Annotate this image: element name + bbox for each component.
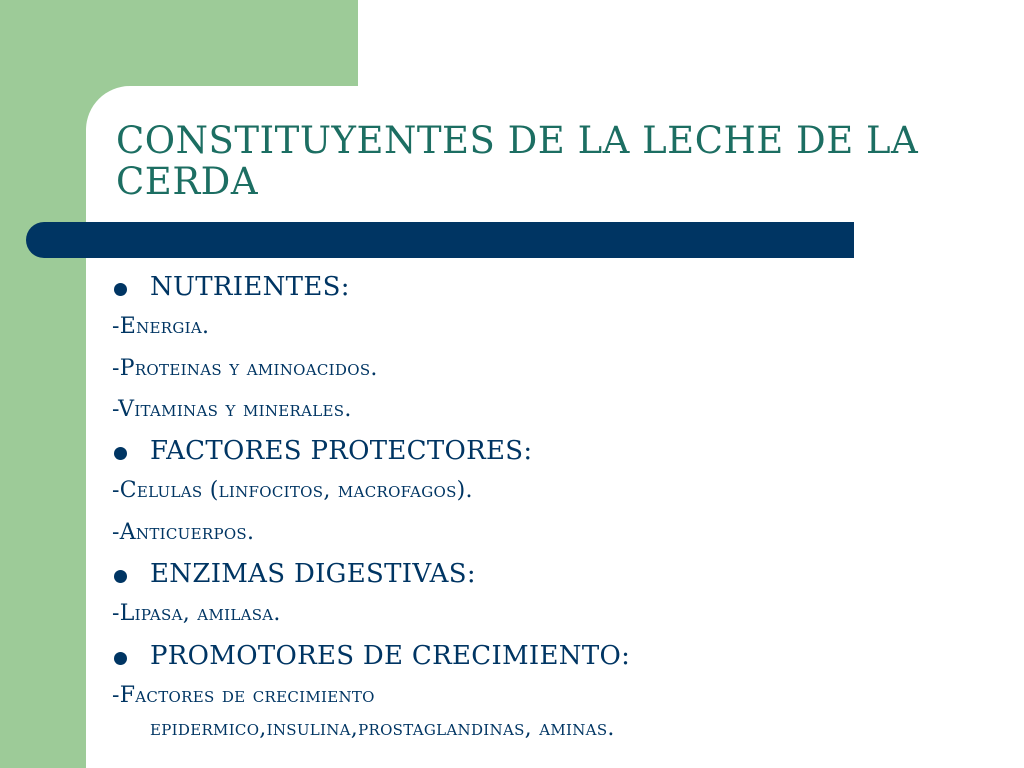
bullet-icon	[114, 283, 127, 296]
list-item: -Lipasa, amilasa.	[112, 601, 281, 626]
list-item-continuation: epidermico,insulina,prostaglandinas, aminas.	[150, 716, 615, 741]
list-item: -Anticuerpos.	[112, 520, 255, 545]
list-item: -Celulas (linfocitos, macrofagos).	[112, 478, 473, 503]
slide-title: CONSTITUYENTES DE LA LECHE DE LA CERDA	[116, 119, 919, 203]
bullet-icon	[114, 652, 127, 665]
bullet-icon	[114, 447, 127, 460]
list-item: -Factores de crecimiento	[112, 683, 375, 708]
section-heading: NUTRIENTES:	[150, 272, 350, 302]
section-heading: FACTORES PROTECTORES:	[150, 436, 533, 466]
bullet-icon	[114, 570, 127, 583]
list-item: -Proteinas y aminoacidos.	[112, 356, 378, 381]
list-item: -Energia.	[112, 314, 210, 339]
section-heading: PROMOTORES DE CRECIMIENTO:	[150, 641, 631, 671]
list-item: -Vitaminas y minerales.	[112, 397, 352, 422]
section-heading: ENZIMAS DIGESTIVAS:	[150, 559, 476, 589]
